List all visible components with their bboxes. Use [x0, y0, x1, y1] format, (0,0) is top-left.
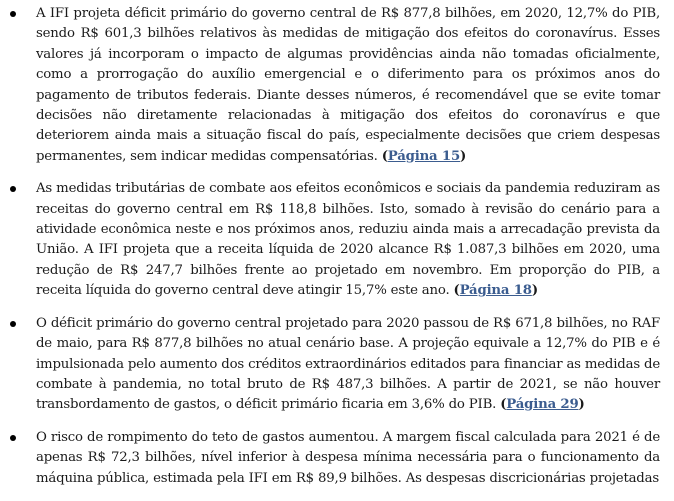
bullet-dot-icon: [10, 186, 16, 192]
bullet-item: [0, 179, 674, 301]
bullet-text: A IFI projeta déficit primário do governo central de R$ 877,8 bilhões, em 2020, 12,7% do PIB, sendo R$ 601,3 bilhões relativos às medidas de mitigação dos efeitos do coronavírus. Esses valores já incorporam o impacto de algumas providências ainda não tomadas oficialmente, como a prorrogação do auxílio emergencial e o diferimento para os próximos anos do pagamento de tributos federais. Diante desses números, é recomendável que se evite tomar decisões não diretamente relacionadas à mitigação dos efeitos do coronavírus e que deteriorem ainda mais a situação fiscal do país, especialmente decisões que criem despesas permanentes, sem indicar medidas compensatórias.: [36, 6, 660, 164]
bullet-dot-icon: [10, 321, 16, 327]
page-link-text[interactable]: Página 29: [506, 397, 579, 413]
bullet-dot-icon: [10, 11, 16, 17]
page-link-text[interactable]: Página 18: [459, 283, 532, 299]
bullet-text: O déficit primário do governo central projetado para 2020 passou de R$ 671,8 bilhões, no RAF de maio, para R$ 877,8 bilhões no atual cenário base. A projeção equivale a 12,7% do PIB e é impulsionada pelo aumento dos créditos extraordinários editados para financiar as medidas de combate à pandemia, no total bruto de R$ 487,3 bilhões. A partir de 2021, se não houver transbordamento de gastos, o déficit primário ficaria em 3,6% do PIB.: [36, 315, 660, 413]
bullet-text: As medidas tributárias de combate aos efeitos econômicos e sociais da pandemia reduziram as receitas do governo central em R$ 118,8 bilhões. Isto, somado à revisão do cenário para a atividade econômica neste e nos próximos anos, reduziu ainda mais a arrecadação prevista da União. A IFI projeta que a receita líquida de 2020 alcance R$ 1.087,3 bilhões em 2020, uma redução de R$ 247,7 bilhões frente ao projetado em novembro. Em proporção do PIB, a receita líquida do governo central deve atingir 15,7% este ano.: [36, 181, 660, 299]
page-reference-link[interactable]: (Página 15): [381, 148, 467, 164]
page-link-text[interactable]: Página 15: [387, 148, 461, 164]
bullet-item: [0, 314, 674, 416]
page-reference-link[interactable]: (Página 18): [453, 283, 538, 299]
bullet-text: O risco de rompimento do teto de gastos aumentou. A margem fiscal calculada para 2021 é de apenas R$ 72,3 bilhões, nível inferior à despesa mínima necessária para o funcionamento da máquina pública, estimada pela IFI em R$ 89,9 bilhões. As despesas discricionárias projetadas: [36, 429, 660, 486]
bullet-dot-icon: [10, 435, 16, 441]
bullet-item: [0, 4, 674, 167]
bullet-item: [0, 428, 674, 489]
document-body: [0, 4, 674, 501]
page-reference-link[interactable]: (Página 29): [500, 397, 585, 413]
